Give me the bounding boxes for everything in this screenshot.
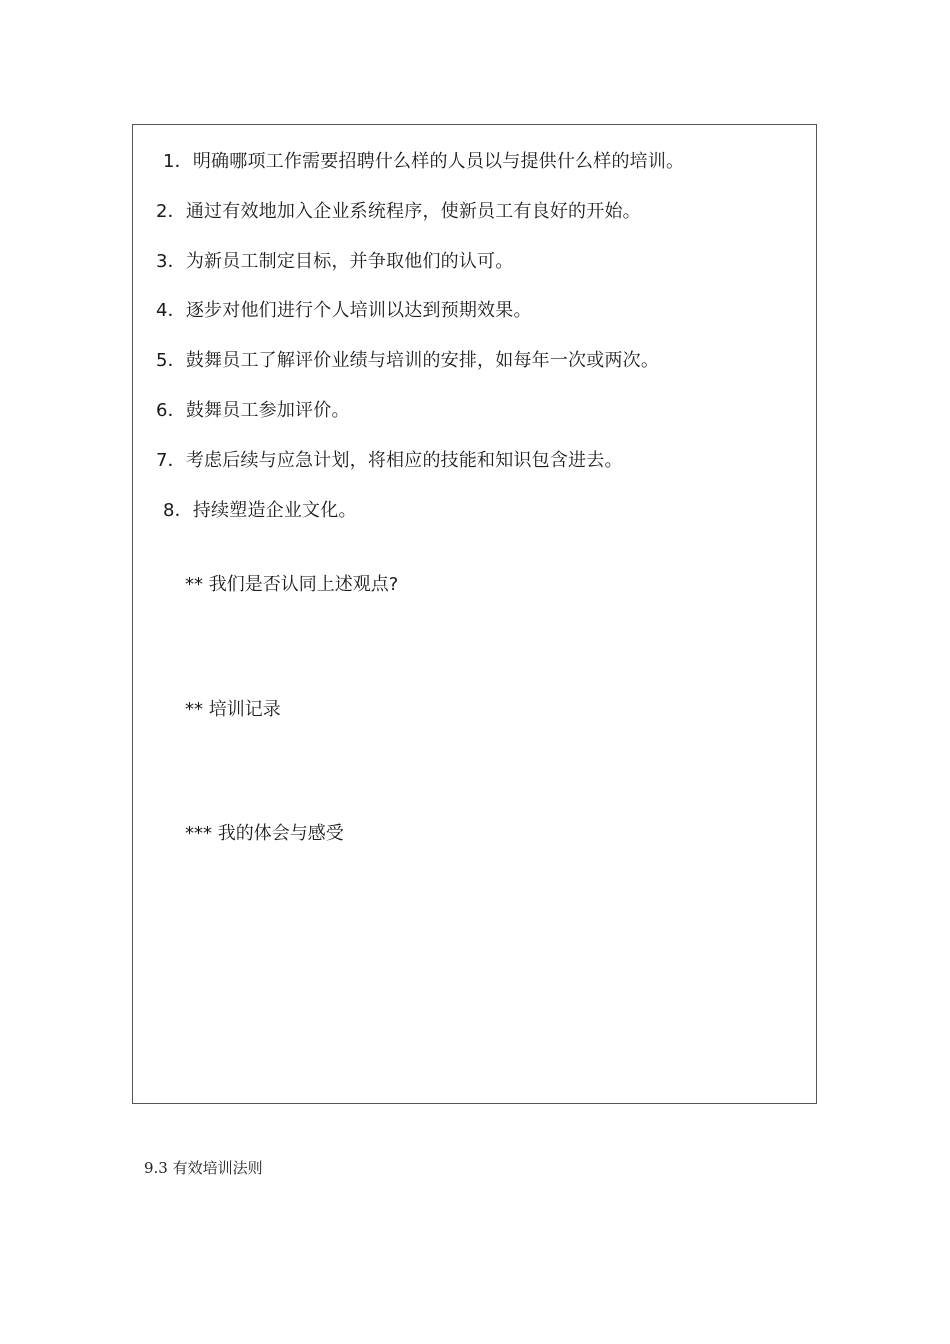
list-item-8: 8．持续塑造企业文化。 [163, 500, 357, 521]
list-item-7: 7．考虑后续与应急计划，将相应的技能和知识包含进去。 [156, 450, 623, 471]
question-note: ** 我们是否认同上述观点? [185, 574, 399, 595]
list-item-1: 1．明确哪项工作需要招聘什么样的人员以与提供什么样的培训。 [163, 151, 685, 172]
list-item-3: 3．为新员工制定目标，并争取他们的认可。 [156, 251, 514, 272]
list-item-6: 6．鼓舞员工参加评价。 [156, 400, 350, 421]
section-heading: 9.3 有效培训法则 [144, 1159, 263, 1177]
list-item-5: 5．鼓舞员工了解评价业绩与培训的安排，如每年一次或两次。 [156, 350, 660, 371]
reflection-note: *** 我的体会与感受 [185, 823, 344, 844]
list-item-4: 4．逐步对他们进行个人培训以达到预期效果。 [156, 300, 532, 321]
list-item-2: 2．通过有效地加入企业系统程序，使新员工有良好的开始。 [156, 201, 641, 222]
training-record-note: ** 培训记录 [185, 699, 281, 720]
